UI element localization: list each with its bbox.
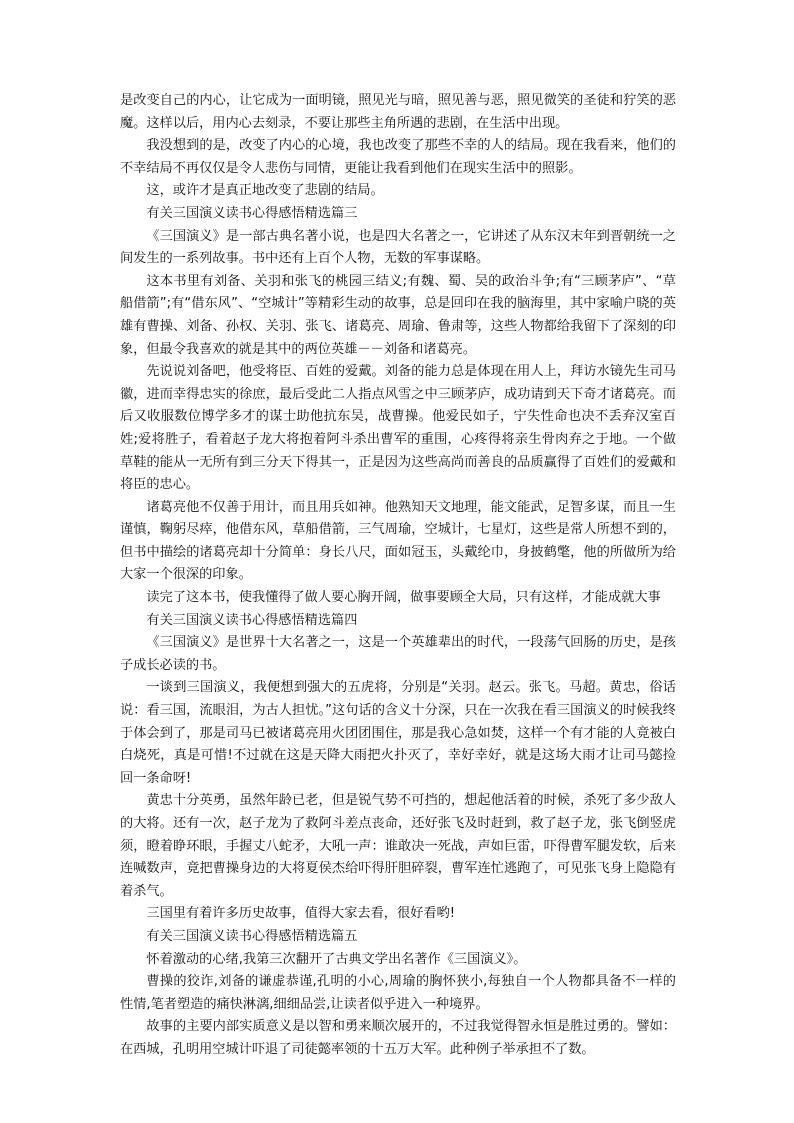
paragraph-6: 先说说刘备吧，他受将臣、百姓的爱戴。刘备的能力总是体现在用人上，拜访水镜先生司马徽，进而幸得忠实的徐庶，最后受此二人指点风雪之中三顾茅庐，成功请到天下奇才诸葛亮。而后又收服数位博学多才的谋士助他抗东吴，战曹操。他爱民如子，宁失性命也决不丢弃汉室百姓;爱将胜子，看着赵子龙大将抱着阿斗杀出曹军的重围，心疼得将亲生骨肉弃之于地。一个做草鞋的能从一无所有到三分天下得其一，正是因为这些高尚而善良的品质赢得了百姓们的爱戴和 将臣的忠心。 [120,364,676,493]
paragraph-3: 这，或许才是真正地改变了悲剧的结局。 [146,183,384,199]
paragraph-4: 《三国演义》是一部古典名著小说，也是四大名著之一，它讲述了从东汉末年到晋朝统一之间发生的一系列故事。书中还有上百个人物，无数的军事谋略。 [120,228,676,267]
paragraph-15: 故事的主要内部实质意义是以智和勇来顺次展开的，不过我觉得智永恒是胜过勇的。譬如：在西城，孔明用空城计吓退了司徒懿率领的十五万大军。此种例子举承担不了数。 [120,1019,676,1057]
paragraph-9: 《三国演义》是世界十大名著之一，这是一个英雄辈出的时代，一段荡气回肠的历史，是孩子成长必读的书。 [120,635,676,673]
paragraph-14: 曹操的狡诈,刘备的谦虚恭谨,孔明的小心,周瑜的胸怀狭小,每独自一个人物都具备不一样的性情,笔者塑造的痛快淋漓,细细品尝,让读者似乎进入一种境界。 [120,974,676,1012]
paragraph-12: 三国里有着许多历史故事，值得大家去看，很好看哟! [146,906,455,922]
paragraph-8: 读完了这本书，使我懂得了做人要心胸开阔，做事要顾全大局，只有这样，才能成就大事 [146,590,661,606]
section-heading-4: 有关三国演义读书心得感悟精选篇四 [146,612,358,628]
paragraph-2: 我没想到的是，改变了内心的心境，我也改变了那些不幸的人的结局。现在我看来，他们的不幸结局不再仅仅是令人悲伤与同情，更能让我看到他们在现实生活中的照影。 [120,138,676,176]
paragraph-13: 怀着激动的心绪,我第三次翻开了古典文学出名著作《三国演义》。 [146,951,527,967]
paragraph-10: 一谈到三国演义，我便想到强大的五虎将，分别是“关羽。赵云。张飞。马超。黄忠，俗话说：看三国，流眼泪，为古人担忧。”这句话的含义十分深，只在一次我在看三国演义的时候我终于体会到了，那是司马已被诸葛亮用火团团围住，那是我心急如焚，这样一个有才能的人竟被白白烧死，真是可惜!不过就在这是天降大雨把火扑灭了，幸好幸好，就是这场大雨才让司马懿捡回一条命呀! [120,680,676,786]
document-page [120,90,676,1062]
section-heading-3: 有关三国演义读书心得感悟精选篇三 [146,205,358,221]
section-heading-5: 有关三国演义读书心得感悟精选篇五 [146,928,358,944]
paragraph-11: 黄忠十分英勇，虽然年龄已老，但是锐气势不可挡的，想起他活着的时候，杀死了多少敌人的大将。还有一次，赵子龙为了救阿斗差点丧命，还好张飞及时赶到，救了赵子龙，张飞倒竖虎须，瞪着睁环眼，手握丈八蛇矛，大吼一声：谁敢决一死战，声如巨雷，吓得曹军腿发软，后来连喊数声，竟把曹操身边的大将夏侯杰给吓得肝胆碎裂，曹军连忙逃跑了，可见张飞身上隐隐有着杀气。 [120,793,676,899]
paragraph-5: 这本书里有刘备、关羽和张飞的桃园三结义;有魏、蜀、吴的政治斗争;有“三顾茅庐”、“草船借箭”;有“借东风”、“空城计”等精彩生动的故事，总是回印在我的脑海里，其中家喻户晓的英雄有曹操、刘备、孙权、关羽、张飞、诸葛亮、周瑜、鲁肃等，这些人物都给我留下了深刻的印象，但最令我喜欢的就是其中的两位英雄－－刘备和诸葛亮。 [120,273,676,357]
paragraph-7: 诸葛亮他不仅善于用计，而且用兵如神。他熟知天文地理，能文能武，足智多谋，而且一生谨慎，鞠躬尽瘁，他借东风，草船借箭，三气周瑜，空城计，七星灯，这些是常人所想不到的，但书中描绘的诸葛亮却十分简单：身长八尺，面如冠玉，头戴纶巾，身披鹤氅，他的所做所为给大家一个很深的印象。 [120,499,676,583]
paragraph-1: 是改变自己的内心，让它成为一面明镜，照见光与暗，照见善与恶，照见微笑的圣徒和狞笑的恶魔。这样以后，用内心去刻录，不要让那些主角所遇的悲剧，在生活中出现。 [120,93,676,131]
